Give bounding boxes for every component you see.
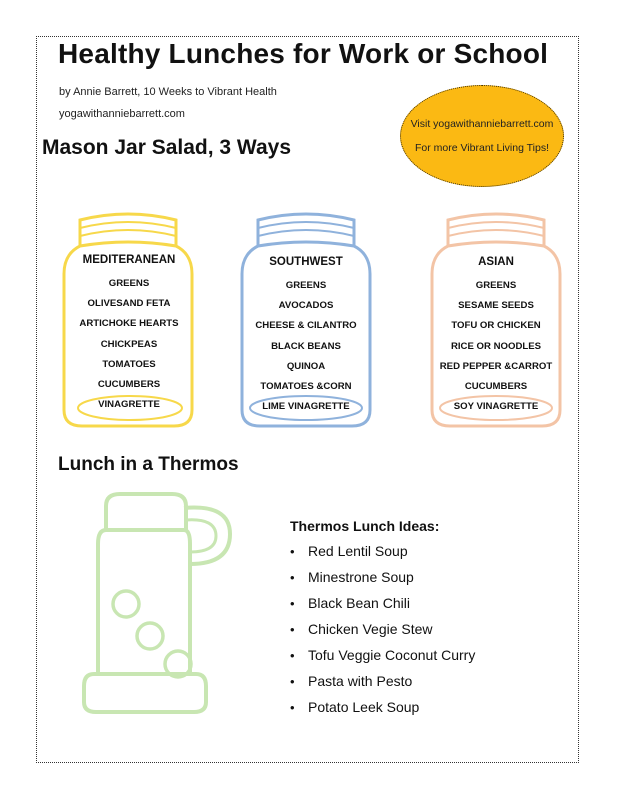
bullet-icon: • bbox=[290, 674, 295, 689]
jar-name: SOUTHWEST bbox=[269, 256, 343, 268]
jar-item: TOFU OR CHICKEN bbox=[451, 320, 541, 332]
website-link[interactable]: yogawithanniebarrett.com bbox=[59, 108, 185, 120]
byline: by Annie Barrett, 10 Weeks to Vibrant Health bbox=[59, 86, 277, 98]
jar-item: BLACK BEANS bbox=[271, 340, 341, 352]
thermos-outline bbox=[106, 494, 186, 530]
jar-asian bbox=[426, 256, 566, 420]
idea-label: Chicken Vegie Stew bbox=[308, 621, 433, 637]
bullet-icon: • bbox=[290, 596, 295, 611]
jar-item: AVOCADOS bbox=[278, 300, 334, 312]
promo-badge[interactable] bbox=[400, 85, 564, 187]
jar-item: VINAGRETTE bbox=[98, 399, 160, 411]
thermos-icon bbox=[80, 488, 240, 728]
jar-mediterranean bbox=[60, 254, 198, 418]
jar-item: RICE OR NOODLES bbox=[450, 340, 542, 352]
jar-item: TOMATOES &CORN bbox=[260, 380, 352, 392]
list-item bbox=[290, 594, 475, 620]
idea-label: Black Bean Chili bbox=[308, 595, 410, 611]
jar-item: SESAME SEEDS bbox=[458, 300, 534, 312]
promo-line-1: Visit yogawithanniebarrett.com bbox=[410, 118, 554, 130]
idea-label: Minestrone Soup bbox=[308, 569, 414, 585]
page-title: Healthy Lunches for Work or School bbox=[58, 38, 549, 69]
thermos-outline bbox=[84, 674, 206, 712]
jar-item: SOY VINAGRETTE bbox=[453, 401, 539, 413]
jar-outline bbox=[448, 222, 544, 228]
jar-southwest bbox=[236, 256, 376, 420]
jar-outline bbox=[258, 222, 354, 228]
list-item bbox=[290, 542, 475, 568]
jar-item: GREENS bbox=[475, 280, 517, 291]
thermos-ideas-title: Thermos Lunch Ideas: bbox=[290, 518, 440, 534]
thermos-dot bbox=[113, 591, 139, 617]
jar-item: GREENS bbox=[108, 278, 150, 289]
jar-outline bbox=[80, 222, 176, 228]
bullet-icon: • bbox=[290, 700, 295, 715]
jar-name: ASIAN bbox=[478, 256, 514, 268]
jar-item: OLIVESAND FETA bbox=[87, 298, 171, 310]
jar-item: RED PEPPER &CARROT bbox=[439, 360, 553, 372]
thermos-ideas-list bbox=[290, 542, 475, 724]
list-item bbox=[290, 646, 475, 672]
list-item bbox=[290, 620, 475, 646]
thermos-heading: Lunch in a Thermos bbox=[58, 454, 239, 475]
jar-outline bbox=[258, 230, 354, 236]
bullet-icon: • bbox=[290, 544, 295, 559]
thermos-dot bbox=[137, 623, 163, 649]
jar-item: ARTICHOKE HEARTS bbox=[79, 318, 179, 330]
mason-jar-heading: Mason Jar Salad, 3 Ways bbox=[42, 136, 291, 159]
list-item bbox=[290, 672, 475, 698]
jar-outline bbox=[80, 230, 176, 236]
bullet-icon: • bbox=[290, 570, 295, 585]
idea-label: Potato Leek Soup bbox=[308, 699, 420, 715]
idea-label: Pasta with Pesto bbox=[308, 673, 413, 689]
promo-line-2: For more Vibrant Living Tips! bbox=[414, 142, 550, 154]
list-item bbox=[290, 568, 475, 594]
jar-item: CUCUMBERS bbox=[97, 378, 161, 390]
jar-name: MEDITERANEAN bbox=[82, 254, 176, 266]
idea-label: Red Lentil Soup bbox=[308, 543, 408, 559]
jar-item: CUCUMBERS bbox=[464, 380, 528, 392]
jar-item: LIME VINAGRETTE bbox=[262, 401, 350, 413]
bullet-icon: • bbox=[290, 622, 295, 637]
jar-item: CHEESE & CILANTRO bbox=[255, 320, 357, 332]
jar-item: QUINOA bbox=[286, 360, 326, 372]
idea-label: Tofu Veggie Coconut Curry bbox=[308, 647, 476, 663]
jar-item: TOMATOES bbox=[102, 358, 156, 370]
list-item bbox=[290, 698, 475, 724]
jar-item: GREENS bbox=[285, 280, 327, 291]
bullet-icon: • bbox=[290, 648, 295, 663]
jar-item: CHICKPEAS bbox=[100, 338, 158, 350]
jar-outline bbox=[448, 230, 544, 236]
